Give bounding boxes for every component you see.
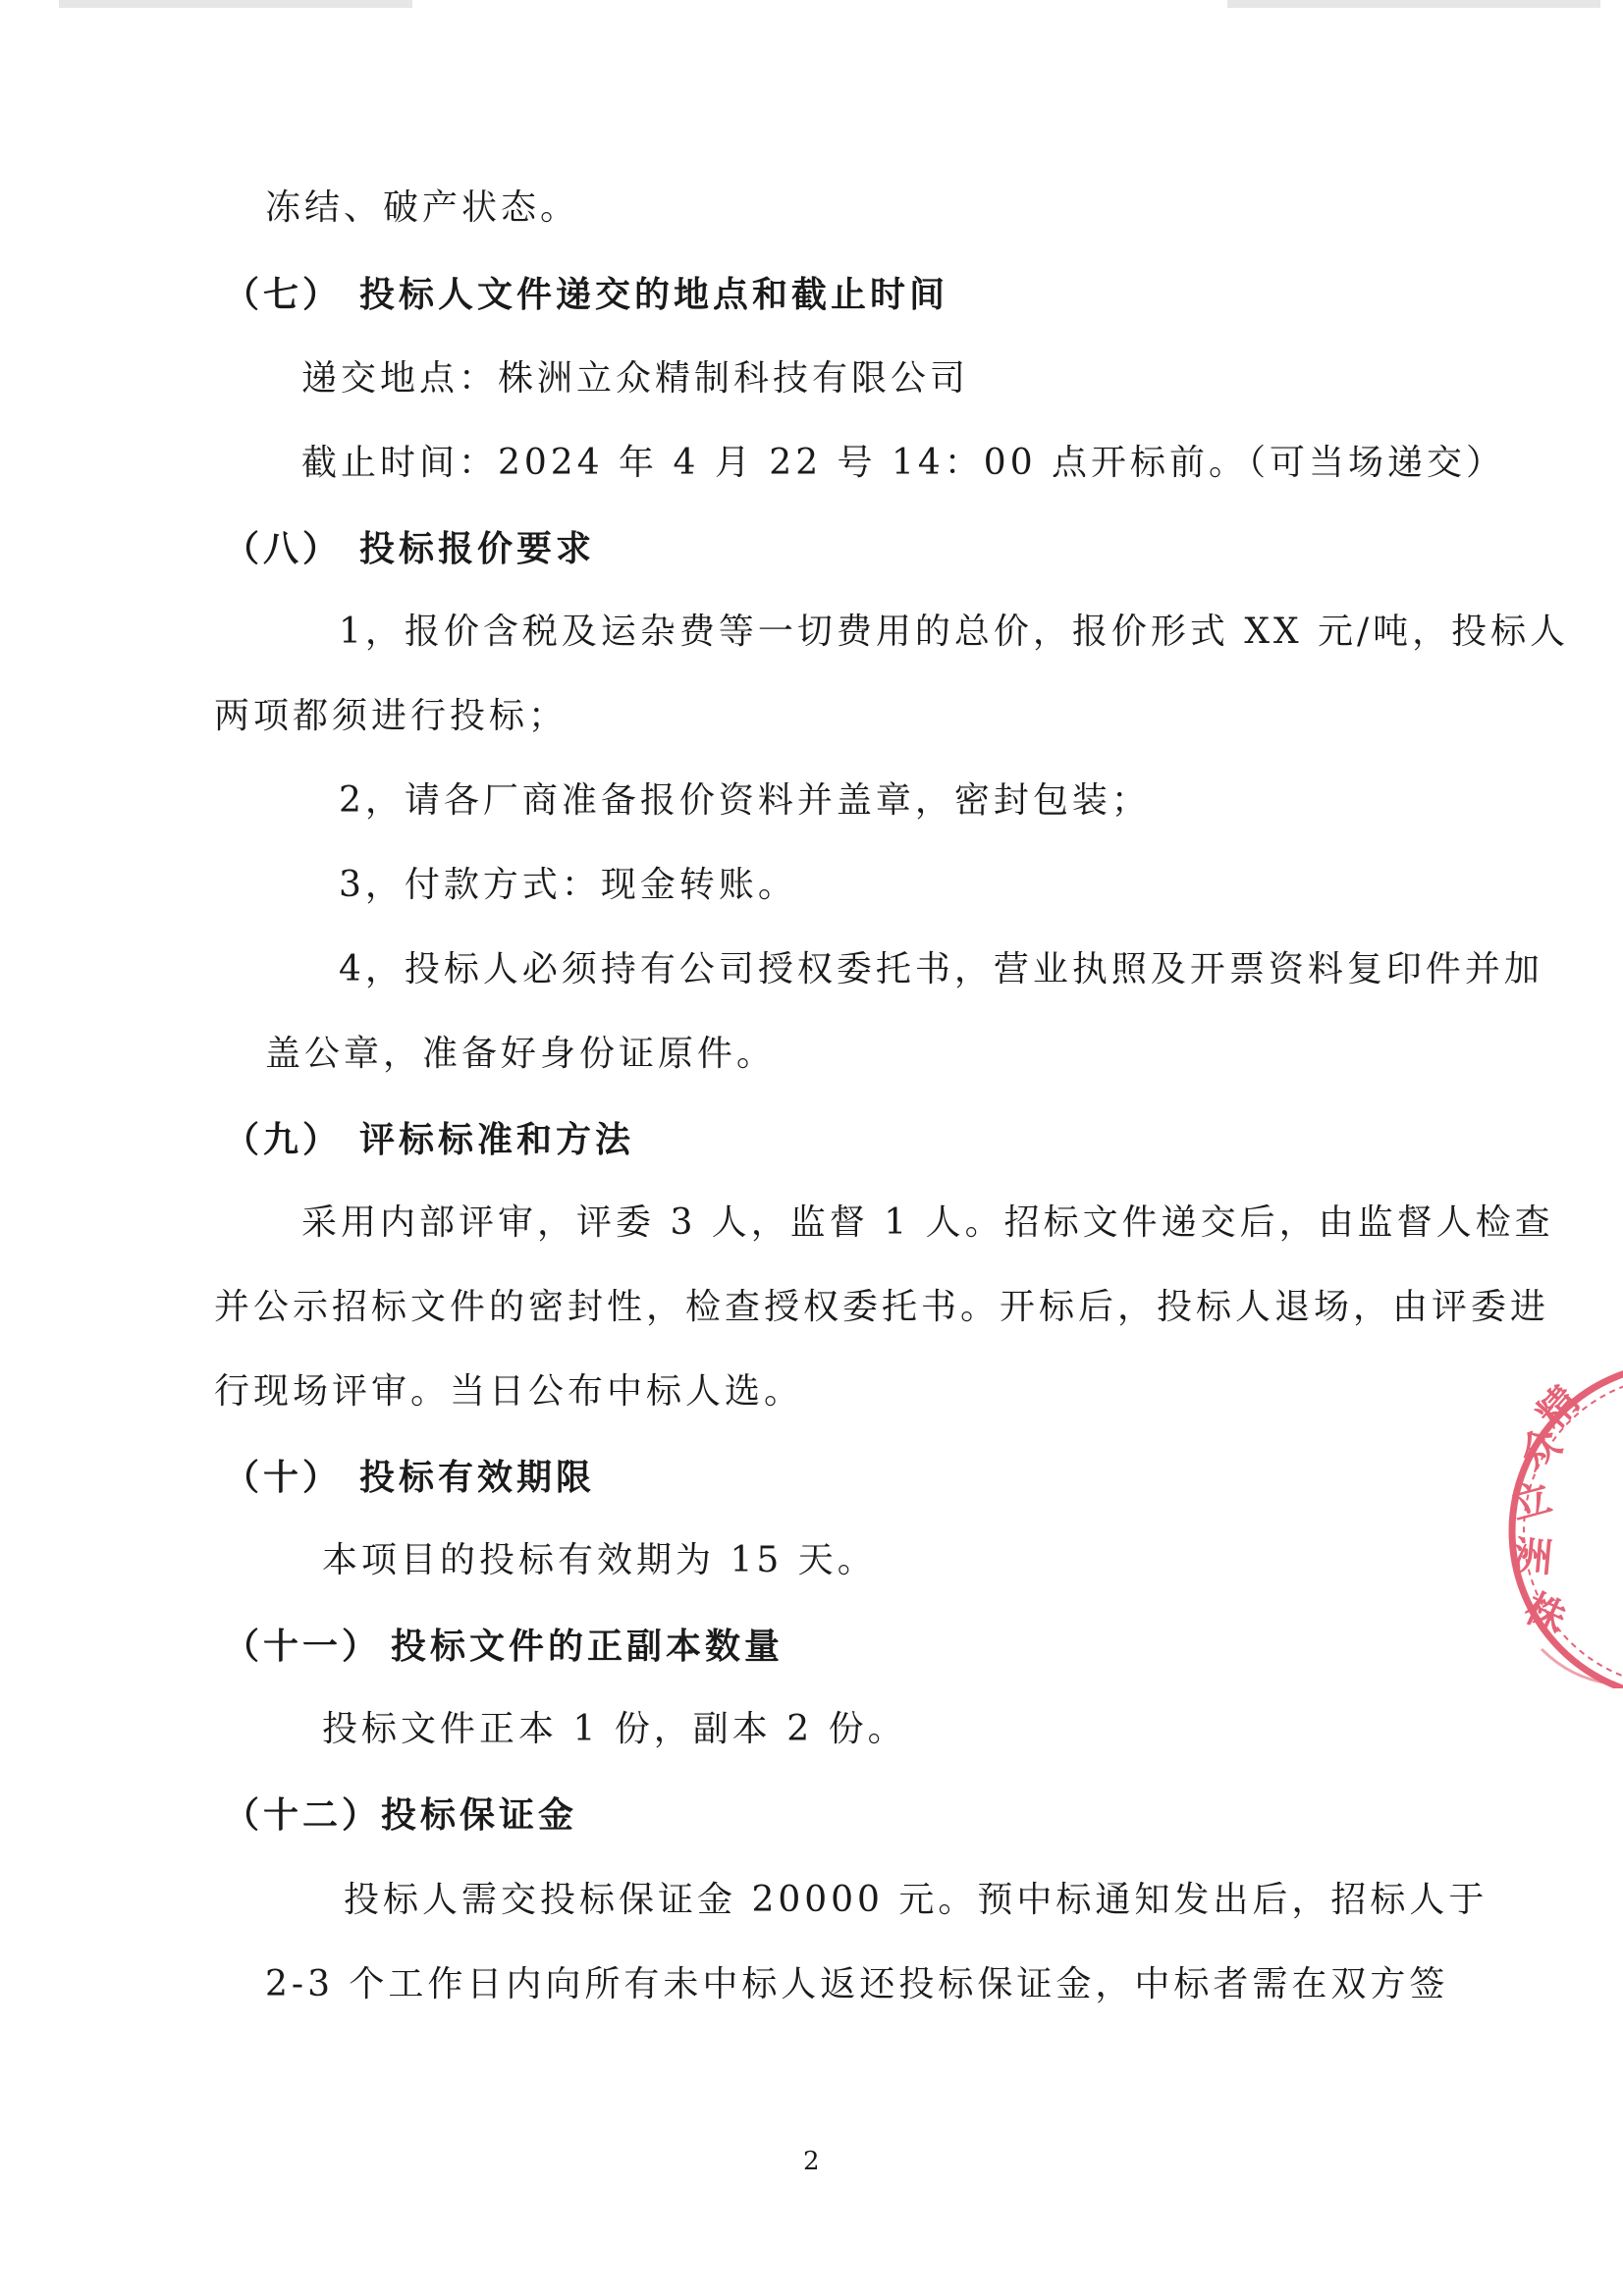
text-line: 截止时间：2024 年 4 月 22 号 14：00 点开标前。（可当场递交）	[301, 443, 1506, 483]
section-number: （八）	[224, 528, 343, 569]
svg-text:洲: 洲	[1511, 1533, 1554, 1582]
text-line: 冻结、破产状态。	[265, 187, 580, 228]
section-title: 评标标准和方法	[359, 1119, 635, 1160]
svg-text:株: 株	[1517, 1585, 1573, 1643]
section-number: （七）	[224, 274, 343, 315]
text-line: 两项都须进行投标；	[214, 696, 568, 736]
section-heading-10	[224, 1454, 595, 1501]
text-line: 2-3 个工作日内向所有未中标人返还投标保证金，中标者需在双方签	[265, 1964, 1449, 2004]
section-number: （十二）	[224, 1794, 382, 1836]
scan-artifact	[1227, 0, 1600, 8]
company-seal-stamp	[1492, 1355, 1623, 1688]
section-number: （十一）	[224, 1626, 382, 1667]
section-title: 投标文件的正副本数量	[391, 1626, 784, 1667]
section-number: （九）	[224, 1119, 343, 1160]
text-line: 并公示招标文件的密封性，检查授权委托书。开标后，投标人退场，由评委进	[214, 1287, 1550, 1327]
section-heading-8	[224, 525, 595, 572]
text-line: 本项目的投标有效期为 15 天。	[322, 1540, 877, 1580]
text-line: 4，投标人必须持有公司授权委托书，营业执照及开票资料复印件并加	[339, 949, 1543, 989]
scan-artifact	[59, 0, 412, 8]
text-line: 盖公章，准备好身份证原件。	[265, 1034, 777, 1074]
svg-text:立: 立	[1506, 1474, 1557, 1529]
section-heading-7	[224, 271, 948, 318]
text-line: 3，付款方式：现金转账。	[339, 865, 797, 905]
section-number: （十）	[224, 1457, 343, 1498]
text-line: 2，请各厂商准备报价资料并盖章，密封包装；	[339, 780, 1151, 821]
section-heading-12	[224, 1791, 577, 1839]
text-line: 1，报价含税及运杂费等一切费用的总价，报价形式 XX 元/吨，投标人	[339, 612, 1570, 652]
seal-graphic	[1492, 1355, 1623, 1688]
text-line: 投标文件正本 1 份，副本 2 份。	[322, 1709, 907, 1749]
text-line: 递交地点：株洲立众精制科技有限公司	[301, 358, 970, 399]
section-title: 投标有效期限	[359, 1457, 596, 1498]
section-title: 投标人文件递交的地点和截止时间	[359, 274, 949, 315]
section-title: 投标报价要求	[359, 528, 596, 569]
page-number: 2	[803, 2147, 820, 2176]
text-line: 投标人需交投标保证金 20000 元。预中标通知发出后，招标人于	[344, 1880, 1488, 1920]
svg-text:精: 精	[1529, 1378, 1590, 1438]
svg-text:众: 众	[1511, 1418, 1570, 1479]
text-line: 采用内部评审，评委 3 人，监督 1 人。招标文件递交后，由监督人检查	[301, 1202, 1554, 1243]
section-heading-11	[224, 1623, 784, 1670]
text-line: 行现场评审。当日公布中标人选。	[214, 1371, 804, 1412]
section-title: 投标保证金	[381, 1794, 578, 1836]
section-heading-9	[224, 1116, 634, 1163]
